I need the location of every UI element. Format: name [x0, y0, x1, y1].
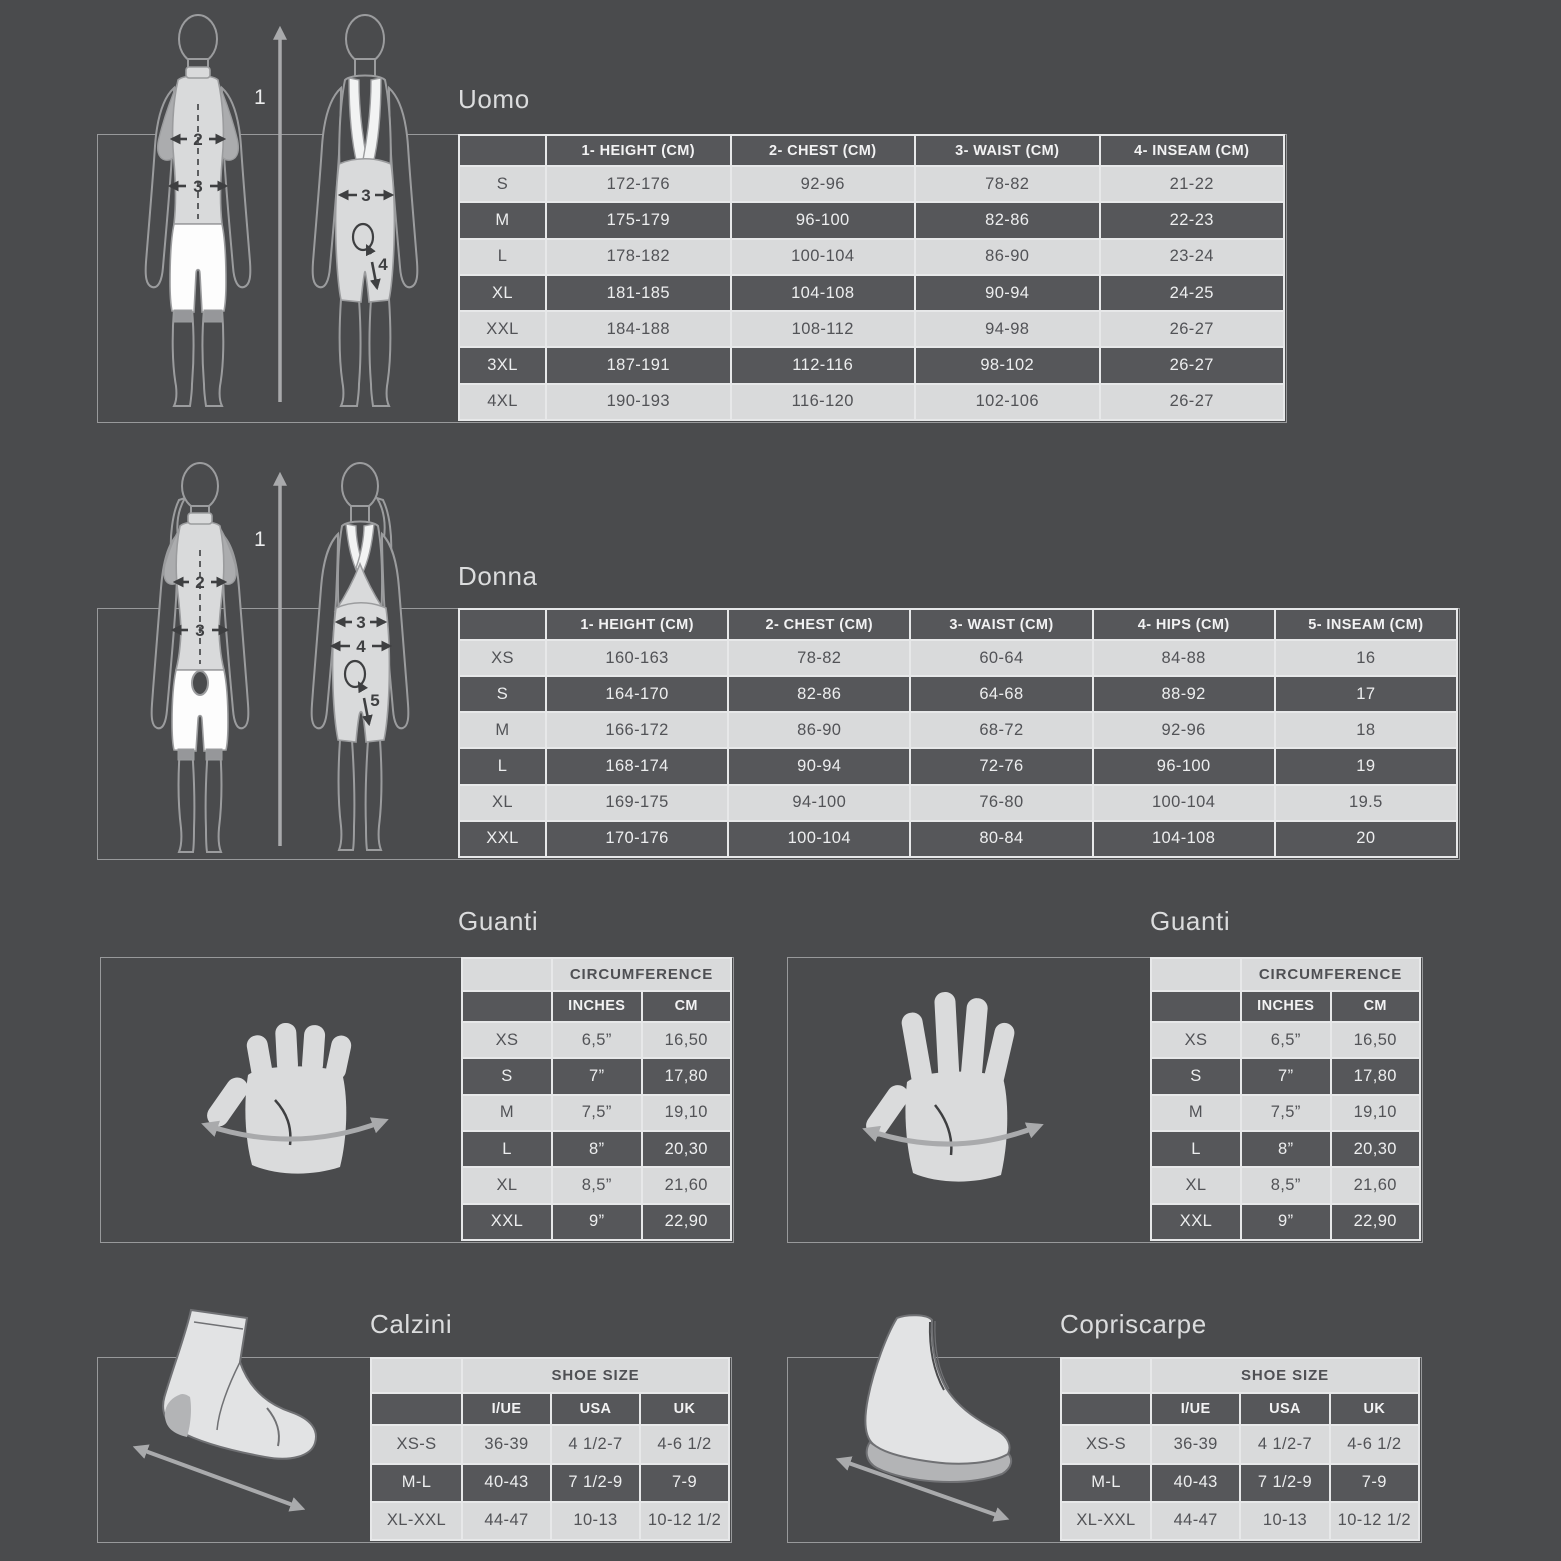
size-label-cell: M: [459, 202, 546, 238]
value-cell: 16: [1275, 640, 1457, 676]
male-back-bib-illustration: [293, 14, 438, 410]
column-header: 2- CHEST (CM): [728, 609, 910, 640]
size-label-cell: XL: [459, 785, 546, 821]
column-header: 3- WAIST (CM): [915, 135, 1100, 166]
value-cell: 86-90: [915, 239, 1100, 275]
value-cell: 60-64: [910, 640, 1092, 676]
value-cell: 164-170: [546, 676, 728, 712]
uomo-section-title: Uomo: [458, 84, 530, 114]
table-row: [1151, 1095, 1420, 1131]
value-cell: 7 1/2-9: [1240, 1464, 1329, 1502]
head-icon: [342, 463, 378, 509]
table-span-header-row: [371, 1358, 729, 1393]
value-cell: 7 1/2-9: [551, 1464, 640, 1502]
size-label-cell: S: [462, 1058, 552, 1094]
value-cell: 36-39: [1151, 1425, 1240, 1463]
table-span-header-row: [462, 958, 731, 991]
table-row: [459, 347, 1284, 383]
table-span-header-row: [1151, 958, 1420, 991]
value-cell: 6,5”: [552, 1022, 642, 1058]
column-header: INCHES: [552, 991, 642, 1022]
header-blank-cell: [459, 609, 546, 640]
value-cell: 90-94: [915, 275, 1100, 311]
value-cell: 92-96: [1093, 712, 1275, 748]
table-row: [462, 1022, 731, 1058]
value-cell: 19: [1275, 748, 1457, 784]
header-blank-cell: [459, 135, 546, 166]
table-row: [459, 748, 1457, 784]
height-measure-label: 1: [254, 528, 266, 551]
table-span-header: SHOE SIZE: [462, 1358, 729, 1393]
column-header: I/UE: [462, 1393, 551, 1426]
column-header: CM: [642, 991, 732, 1022]
value-cell: 100-104: [728, 821, 910, 857]
value-cell: 22,90: [1331, 1204, 1421, 1240]
value-cell: 100-104: [1093, 785, 1275, 821]
female-back-bib-illustration: [288, 462, 433, 862]
value-cell: 24-25: [1100, 275, 1285, 311]
table-row: [1061, 1425, 1419, 1463]
calzini-size-table: [370, 1357, 730, 1541]
table-row: [1151, 1167, 1420, 1203]
header-blank-cell: [371, 1393, 462, 1426]
value-cell: 6,5”: [1241, 1022, 1331, 1058]
value-cell: 96-100: [731, 202, 916, 238]
value-cell: 72-76: [910, 748, 1092, 784]
full-finger-glove-illustration: [855, 970, 1050, 1205]
table-header-row: [459, 609, 1457, 640]
column-header: UK: [1330, 1393, 1419, 1426]
value-cell: 96-100: [1093, 748, 1275, 784]
column-header: 1- HEIGHT (CM): [546, 135, 731, 166]
fingerless-glove-illustration: [190, 1005, 400, 1190]
head-icon: [179, 15, 217, 63]
shorts: [170, 224, 226, 312]
size-label-cell: M-L: [371, 1464, 462, 1502]
header-blank-cell: [1061, 1393, 1151, 1426]
value-cell: 10-13: [1240, 1502, 1329, 1540]
value-cell: 181-185: [546, 275, 731, 311]
height-arrow-icon: [270, 20, 290, 408]
copriscarpe-section-title: Copriscarpe: [1060, 1309, 1207, 1339]
value-cell: 7,5”: [1241, 1095, 1331, 1131]
value-cell: 10-12 1/2: [1330, 1502, 1419, 1540]
guanti-left-section-title: Guanti: [458, 906, 539, 936]
value-cell: 190-193: [546, 384, 731, 420]
value-cell: 187-191: [546, 347, 731, 383]
table-header-row: [459, 135, 1284, 166]
value-cell: 169-175: [546, 785, 728, 821]
size-label-cell: L: [459, 748, 546, 784]
column-header: 4- INSEAM (CM): [1100, 135, 1285, 166]
value-cell: 20,30: [1331, 1131, 1421, 1167]
value-cell: 82-86: [728, 676, 910, 712]
size-label-cell: L: [1151, 1131, 1241, 1167]
value-cell: 7”: [1241, 1058, 1331, 1094]
value-cell: 116-120: [731, 384, 916, 420]
inseam-measure-label: 5: [370, 691, 380, 710]
size-label-cell: XS: [1151, 1022, 1241, 1058]
table-row: [1061, 1464, 1419, 1502]
shoe-cover-illustration: [815, 1310, 1040, 1530]
column-header: I/UE: [1151, 1393, 1240, 1426]
column-header: INCHES: [1241, 991, 1331, 1022]
size-label-cell: XXL: [1151, 1204, 1241, 1240]
value-cell: 7-9: [1330, 1464, 1419, 1502]
table-row: [459, 239, 1284, 275]
value-cell: 19.5: [1275, 785, 1457, 821]
size-label-cell: L: [462, 1131, 552, 1167]
value-cell: 4-6 1/2: [640, 1425, 729, 1463]
size-label-cell: XXL: [462, 1204, 552, 1240]
value-cell: 94-98: [915, 311, 1100, 347]
table-row: [459, 311, 1284, 347]
inseam-measure-label: 4: [378, 255, 388, 274]
height-measure-label: 1: [254, 86, 266, 109]
column-header: 3- WAIST (CM): [910, 609, 1092, 640]
bib-waist-measure-label: 3: [361, 186, 371, 205]
table-row: [459, 821, 1457, 857]
value-cell: 17: [1275, 676, 1457, 712]
value-cell: 78-82: [728, 640, 910, 676]
value-cell: 22-23: [1100, 202, 1285, 238]
value-cell: 36-39: [462, 1425, 551, 1463]
value-cell: 112-116: [731, 347, 916, 383]
size-label-cell: M: [459, 712, 546, 748]
table-header-row: [371, 1393, 729, 1426]
span-header-blank-cell: [1151, 958, 1241, 991]
value-cell: 4-6 1/2: [1330, 1425, 1419, 1463]
table-span-header-row: [1061, 1358, 1419, 1393]
size-label-cell: XS: [459, 640, 546, 676]
value-cell: 8”: [552, 1131, 642, 1167]
calzini-section-title: Calzini: [370, 1309, 453, 1339]
table-header-row: [1151, 991, 1420, 1022]
value-cell: 10-12 1/2: [640, 1502, 729, 1540]
value-cell: 86-90: [728, 712, 910, 748]
table-row: [459, 640, 1457, 676]
value-cell: 44-47: [1151, 1502, 1240, 1540]
value-cell: 21,60: [1331, 1167, 1421, 1203]
value-cell: 17,80: [642, 1058, 732, 1094]
table-row: [371, 1502, 729, 1540]
value-cell: 104-108: [731, 275, 916, 311]
size-label-cell: XS-S: [1061, 1425, 1151, 1463]
table-header-row: [1061, 1393, 1419, 1426]
value-cell: 90-94: [728, 748, 910, 784]
table-row: [459, 166, 1284, 202]
size-label-cell: 3XL: [459, 347, 546, 383]
value-cell: 8”: [1241, 1131, 1331, 1167]
size-label-cell: S: [459, 676, 546, 712]
value-cell: 172-176: [546, 166, 731, 202]
table-row: [459, 785, 1457, 821]
column-header: USA: [1240, 1393, 1329, 1426]
height-arrow-icon: [270, 466, 290, 852]
column-header: 5- INSEAM (CM): [1275, 609, 1457, 640]
column-header: 1- HEIGHT (CM): [546, 609, 728, 640]
size-label-cell: XL: [459, 275, 546, 311]
value-cell: 94-100: [728, 785, 910, 821]
value-cell: 108-112: [731, 311, 916, 347]
size-label-cell: M: [462, 1095, 552, 1131]
guanti-right-section-title: Guanti: [1150, 906, 1231, 936]
table-row: [1151, 1204, 1420, 1240]
value-cell: 175-179: [546, 202, 731, 238]
table-row: [371, 1425, 729, 1463]
table-row: [1061, 1502, 1419, 1540]
value-cell: 26-27: [1100, 311, 1285, 347]
table-header-row: [462, 991, 731, 1022]
value-cell: 4 1/2-7: [551, 1425, 640, 1463]
waist-measure-label: 3: [195, 621, 205, 640]
size-label-cell: XXL: [459, 311, 546, 347]
value-cell: 9”: [552, 1204, 642, 1240]
size-label-cell: M: [1151, 1095, 1241, 1131]
value-cell: 26-27: [1100, 384, 1285, 420]
table-row: [459, 712, 1457, 748]
size-label-cell: S: [459, 166, 546, 202]
span-header-blank-cell: [462, 958, 552, 991]
table-row: [462, 1167, 731, 1203]
value-cell: 170-176: [546, 821, 728, 857]
value-cell: 9”: [1241, 1204, 1331, 1240]
value-cell: 7”: [552, 1058, 642, 1094]
value-cell: 7,5”: [552, 1095, 642, 1131]
table-row: [462, 1131, 731, 1167]
column-header: 4- HIPS (CM): [1093, 609, 1275, 640]
jersey-collar: [186, 67, 210, 78]
table-row: [462, 1058, 731, 1094]
table-row: [1151, 1022, 1420, 1058]
table-row: [459, 275, 1284, 311]
size-label-cell: 4XL: [459, 384, 546, 420]
value-cell: 102-106: [915, 384, 1100, 420]
value-cell: 78-82: [915, 166, 1100, 202]
value-cell: 44-47: [462, 1502, 551, 1540]
value-cell: 166-172: [546, 712, 728, 748]
value-cell: 18: [1275, 712, 1457, 748]
size-label-cell: XL-XXL: [1061, 1502, 1151, 1540]
value-cell: 17,80: [1331, 1058, 1421, 1094]
value-cell: 76-80: [910, 785, 1092, 821]
header-blank-cell: [1151, 991, 1241, 1022]
value-cell: 92-96: [731, 166, 916, 202]
chest-measure-label: 2: [193, 130, 203, 149]
table-span-header: SHOE SIZE: [1151, 1358, 1419, 1393]
bib-waist-measure-label: 3: [356, 613, 366, 632]
size-label-cell: XXL: [459, 821, 546, 857]
female-front-jersey-illustration: [130, 462, 270, 862]
value-cell: 21-22: [1100, 166, 1285, 202]
value-cell: 16,50: [642, 1022, 732, 1058]
size-label-cell: XS: [462, 1022, 552, 1058]
value-cell: 19,10: [642, 1095, 732, 1131]
value-cell: 20,30: [642, 1131, 732, 1167]
value-cell: 23-24: [1100, 239, 1285, 275]
chamois-cutout: [192, 671, 208, 695]
value-cell: 98-102: [915, 347, 1100, 383]
table-span-header: CIRCUMFERENCE: [1241, 958, 1420, 991]
size-label-cell: XL-XXL: [371, 1502, 462, 1540]
table-row: [459, 202, 1284, 238]
value-cell: 88-92: [1093, 676, 1275, 712]
column-header: CM: [1331, 991, 1421, 1022]
value-cell: 184-188: [546, 311, 731, 347]
size-label-cell: XL: [462, 1167, 552, 1203]
value-cell: 100-104: [731, 239, 916, 275]
value-cell: 19,10: [1331, 1095, 1421, 1131]
table-row: [371, 1464, 729, 1502]
copriscarpe-size-table: [1060, 1357, 1420, 1541]
size-label-cell: M-L: [1061, 1464, 1151, 1502]
value-cell: 4 1/2-7: [1240, 1425, 1329, 1463]
value-cell: 7-9: [640, 1464, 729, 1502]
value-cell: 8,5”: [1241, 1167, 1331, 1203]
guanti-right-size-table: [1150, 957, 1421, 1241]
guanti-left-size-table: [461, 957, 732, 1241]
chest-measure-label: 2: [195, 573, 205, 592]
uomo-size-table: [458, 134, 1285, 421]
table-row: [462, 1204, 731, 1240]
head-icon: [182, 463, 218, 509]
value-cell: 16,50: [1331, 1022, 1421, 1058]
table-row: [1151, 1131, 1420, 1167]
header-blank-cell: [462, 991, 552, 1022]
value-cell: 82-86: [915, 202, 1100, 238]
value-cell: 160-163: [546, 640, 728, 676]
value-cell: 178-182: [546, 239, 731, 275]
value-cell: 84-88: [1093, 640, 1275, 676]
jersey-collar: [188, 513, 212, 524]
donna-size-table: [458, 608, 1458, 858]
value-cell: 8,5”: [552, 1167, 642, 1203]
value-cell: 20: [1275, 821, 1457, 857]
value-cell: 10-13: [551, 1502, 640, 1540]
size-label-cell: L: [459, 239, 546, 275]
waist-measure-label: 3: [193, 177, 203, 196]
table-row: [459, 384, 1284, 420]
table-span-header: CIRCUMFERENCE: [552, 958, 731, 991]
column-header: UK: [640, 1393, 729, 1426]
table-row: [462, 1095, 731, 1131]
size-label-cell: XL: [1151, 1167, 1241, 1203]
span-header-blank-cell: [1061, 1358, 1151, 1393]
head-icon: [346, 15, 384, 63]
value-cell: 22,90: [642, 1204, 732, 1240]
column-header: USA: [551, 1393, 640, 1426]
value-cell: 80-84: [910, 821, 1092, 857]
table-row: [1151, 1058, 1420, 1094]
table-row: [459, 676, 1457, 712]
value-cell: 68-72: [910, 712, 1092, 748]
value-cell: 21,60: [642, 1167, 732, 1203]
size-label-cell: S: [1151, 1058, 1241, 1094]
donna-section-title: Donna: [458, 561, 538, 591]
sock-illustration: [115, 1300, 340, 1525]
column-header: 2- CHEST (CM): [731, 135, 916, 166]
value-cell: 40-43: [1151, 1464, 1240, 1502]
hips-measure-label: 4: [356, 637, 366, 656]
value-cell: 168-174: [546, 748, 728, 784]
value-cell: 104-108: [1093, 821, 1275, 857]
value-cell: 40-43: [462, 1464, 551, 1502]
value-cell: 26-27: [1100, 347, 1285, 383]
male-front-jersey-illustration: [128, 14, 268, 410]
span-header-blank-cell: [371, 1358, 462, 1393]
value-cell: 64-68: [910, 676, 1092, 712]
size-label-cell: XS-S: [371, 1425, 462, 1463]
bib-shorts: [336, 159, 395, 302]
